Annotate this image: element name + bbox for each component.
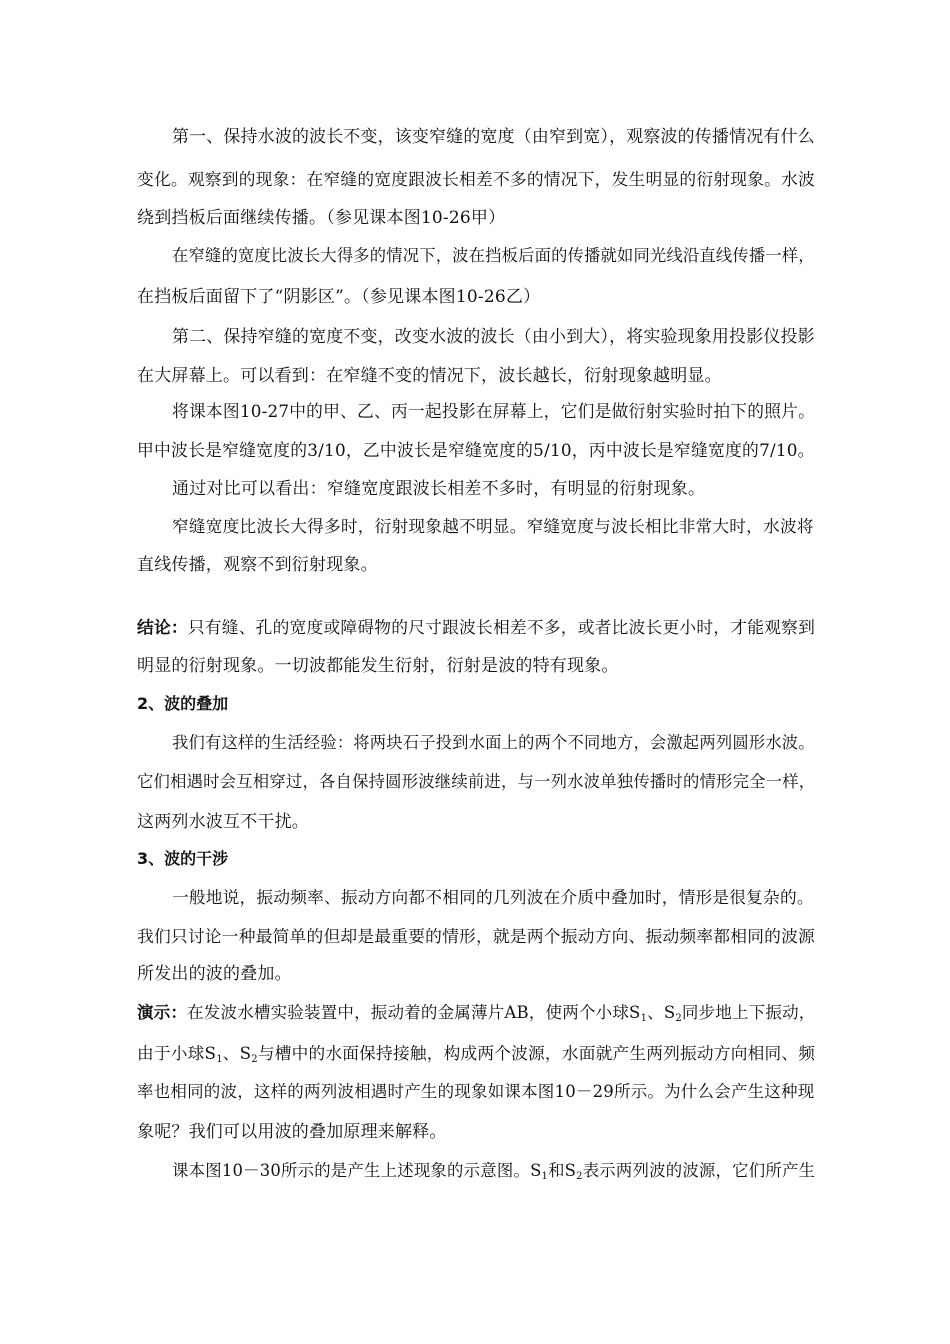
subscript: 1 [216,1054,223,1065]
paragraph-line: 率也相同的波，这样的两列波相遇时产生的现象如课本图10－29所示。为什么会产生这种现 [137,1082,815,1101]
demo-label: 演示： [137,1003,188,1022]
section-heading-interference: 3、波的干涉 [137,849,229,868]
paragraph-line: 第二、保持窄缝的宽度不变，改变水波的波长（由小到大），将实验现象用投影仪投影 [172,326,815,346]
conclusion-text: 只有缝、孔的宽度或障碍物的尺寸跟波长相差不多，或者比波长更小时，才能观察到 [187,617,816,637]
paragraph-text: 和S [548,1161,577,1180]
subscript: 1 [640,1013,648,1024]
demo-text: 与槽中的水面保持接触，构成两个波源，水面就产生两列振动方向相同、频 [257,1043,816,1063]
paragraph-line: 绕到挡板后面继续传播。（参见课本图10-26甲） [137,208,506,228]
demo-text: 由于小球S [137,1043,217,1063]
paragraph-line: 在窄缝的宽度比波长大得多的情况下，波在挡板后面的传播就如同光线沿直线传播一样， [172,246,815,265]
demo-line [137,1043,815,1063]
paragraph-line: 一般地说，振动频率、振动方向都不相同的几列波在介质中叠加时，情形是很复杂的。 [172,887,814,907]
paragraph-line: 明显的衍射现象。一切波都能发生衍射，衍射是波的特有现象。 [137,656,619,676]
conclusion-line [137,617,815,637]
paragraph-line [172,1161,815,1181]
paragraph-line: 在挡板后面留下了“阴影区”。（参见课本图10-26乙） [137,287,541,307]
paragraph-line: 象呢？我们可以用波的叠加原理来解释。 [137,1122,447,1142]
paragraph-line: 直线传播，观察不到衍射现象。 [137,555,378,575]
paragraph-line: 甲中波长是窄缝宽度的3/10，乙中波长是窄缝宽度的5/10，丙中波长是窄缝宽度的7/10。 [137,440,815,460]
subscript: 2 [675,1013,682,1024]
paragraph-line: 窄缝宽度比波长大得多时，衍射现象越不明显。窄缝宽度与波长相比非常大时，水波将 [172,516,814,536]
paragraph-text: 课本图10－30所示的是产生上述现象的示意图。S [172,1161,542,1180]
paragraph-line: 在大屏幕上。可以看到：在窄缝不变的情况下，波长越长，衍射现象越明显。 [137,366,722,386]
paragraph-line: 它们相遇时会互相穿过，各自保持圆形波继续前进，与一列水波单独传播时的情形完全一样， [137,772,816,791]
paragraph-line: 我们有这样的生活经验：将两块石子投到水面上的两个不同地方，会激起两列圆形水波。 [172,733,815,752]
subscript: 2 [251,1054,258,1065]
paragraph-line: 所发出的波的叠加。 [137,964,292,984]
paragraph-line: 第一、保持水波的波长不变，该变窄缝的宽度（由窄到宽），观察波的传播情况有什么 [172,126,815,146]
subscript: 1 [541,1171,549,1182]
subscript: 2 [576,1171,583,1182]
paragraph-line: 我们只讨论一种最简单的但却是最重要的情形，就是两个振动方向、振动频率都相同的波源 [137,926,816,946]
conclusion-label: 结论： [137,617,188,637]
paragraph-line: 变化。观察到的现象：在窄缝的宽度跟波长相差不多的情况下，发生明显的衍射现象。水波 [137,169,816,189]
section-heading-superposition: 2、波的叠加 [137,694,229,713]
demo-text: 同步地上下振动， [681,1003,816,1022]
paragraph-line: 这两列水波互不干扰。 [137,812,309,832]
paragraph-text: 表示两列波的波源，它们所产生 [582,1161,816,1180]
demo-text: 在发波水槽实验装置中，振动着的金属薄片AB，使两个小球S [187,1003,641,1022]
demo-text: 、S [647,1003,676,1022]
paragraph-line: 通过对比可以看出：窄缝宽度跟波长相差不多时，有明显的衍射现象。 [172,479,706,499]
demo-line [137,1003,816,1023]
paragraph-line: 将课本图10-27中的甲、乙、丙一起投影在屏幕上，它们是做衍射实验时拍下的照片。 [172,401,816,421]
demo-text: 、S [222,1043,252,1063]
